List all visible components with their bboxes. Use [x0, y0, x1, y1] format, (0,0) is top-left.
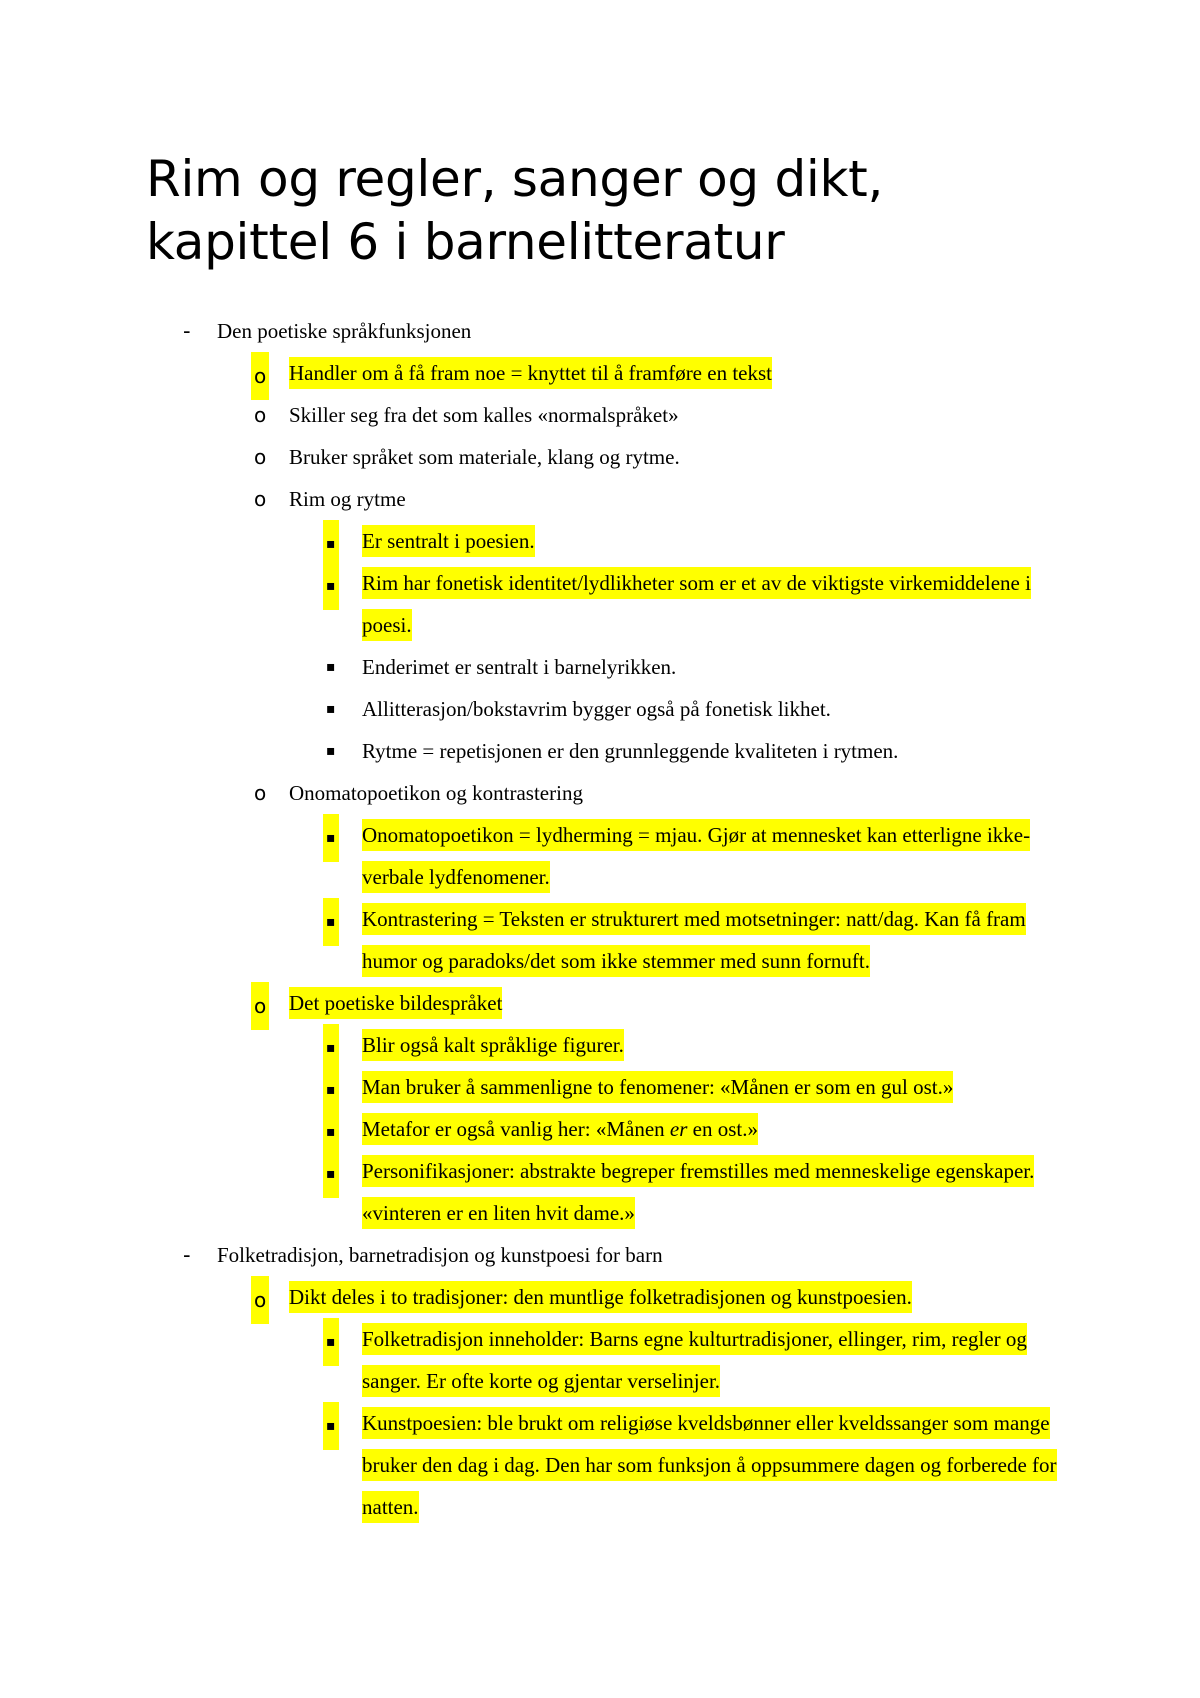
list-item-text: Er sentralt i poesien.	[362, 525, 535, 557]
list-item-text: Rim har fonetisk identitet/lydlikheter som er et av de viktigste virkemiddelene i poesi.	[362, 567, 1031, 641]
list-item-text	[362, 1113, 758, 1145]
list-item-text: Allitterasjon/bokstavrim bygger også på fonetisk likhet.	[362, 697, 831, 721]
list-item-level-3	[0, 562, 1072, 646]
circle-bullet-icon: o	[251, 352, 269, 400]
list-item-text: Dikt deles i to tradisjoner: den muntlige folketradisjonen og kunstpoesien.	[289, 1281, 912, 1313]
title-line-1: Rim og regler, sanger og dikt,	[146, 150, 884, 208]
page-title	[146, 148, 1106, 274]
list-item-text: Onomatopoetikon = lydherming = mjau. Gjør at mennesket kan etterligne ikke-verbale lydfenomener.	[362, 819, 1030, 893]
square-bullet-icon: ▪	[323, 520, 339, 568]
circle-bullet-icon: o	[254, 781, 267, 805]
list-item-text-part: en ost.»	[687, 1117, 758, 1141]
list-item-text-part: Metafor er også vanlig her: «Månen	[362, 1117, 670, 1141]
list-item-level-2	[0, 772, 1200, 814]
list-item-text: Kontrastering = Teksten er strukturert med motsetninger: natt/dag. Kan få fram humor og paradoks/det som ikke stemmer med sunn fornuft.	[362, 903, 1026, 977]
list-item-text: Rim og rytme	[289, 487, 406, 511]
dash-bullet-icon: -	[183, 1243, 191, 1267]
square-bullet-icon: ▪	[323, 1150, 339, 1198]
square-bullet-icon: ▪	[323, 898, 339, 946]
square-bullet-icon: ▪	[323, 1402, 339, 1450]
list-item-text: Onomatopoetikon og kontrastering	[289, 781, 583, 805]
title-line-2: kapittel 6 i barnelitteratur	[146, 213, 785, 271]
square-bullet-icon: ▪	[323, 1066, 339, 1114]
list-item-text: Folketradisjon inneholder: Barns egne kulturtradisjoner, ellinger, rim, regler og sanger. Er ofte korte og gjentar verselinjer.	[362, 1323, 1027, 1397]
circle-bullet-icon: o	[254, 403, 267, 427]
list-item-level-2	[0, 1276, 1200, 1318]
list-item-text: Enderimet er sentralt i barnelyrikken.	[362, 655, 677, 679]
dash-bullet-icon: -	[183, 319, 191, 343]
list-item-level-1	[0, 310, 1200, 352]
list-item-text: Rytme = repetisjonen er den grunnleggende kvaliteten i rytmen.	[362, 739, 899, 763]
list-item-level-3	[0, 1024, 1072, 1066]
square-bullet-icon: ▪	[323, 814, 339, 862]
circle-bullet-icon: o	[251, 982, 269, 1030]
list-item-level-2	[0, 394, 1200, 436]
outline-list	[0, 310, 1200, 1528]
circle-bullet-icon: o	[251, 1276, 269, 1324]
list-item-level-2	[0, 436, 1200, 478]
square-bullet-icon: ▪	[323, 1108, 339, 1156]
list-item-level-3	[0, 1402, 1072, 1528]
list-item-text: Kunstpoesien: ble brukt om religiøse kveldsbønner eller kveldssanger som mange bruker den dag i dag. Den har som funksjon å oppsummere dagen og forberede for natten.	[362, 1407, 1057, 1523]
list-item-level-3	[0, 1318, 1072, 1402]
list-item-text: Man bruker å sammenligne to fenomener: «Månen er som en gul ost.»	[362, 1071, 953, 1103]
list-item-text: Bruker språket som materiale, klang og rytme.	[289, 445, 680, 469]
list-item-level-1	[0, 1234, 1200, 1276]
square-bullet-icon: ▪	[326, 659, 336, 675]
circle-bullet-icon: o	[254, 487, 267, 511]
square-bullet-icon: ▪	[323, 1318, 339, 1366]
square-bullet-icon: ▪	[323, 562, 339, 610]
list-item-level-3	[0, 688, 1072, 730]
list-item-text-emphasis: er	[669, 1117, 688, 1141]
list-item-text: Folketradisjon, barnetradisjon og kunstpoesi for barn	[217, 1243, 663, 1267]
square-bullet-icon: ▪	[326, 701, 336, 717]
list-item-text: Det poetiske bildespråket	[289, 987, 502, 1019]
list-item-level-3	[0, 1066, 1072, 1108]
circle-bullet-icon: o	[254, 445, 267, 469]
list-item-text: Den poetiske språkfunksjonen	[217, 319, 472, 343]
list-item-level-3	[0, 898, 1072, 982]
list-item-level-3	[0, 646, 1072, 688]
square-bullet-icon: ▪	[323, 1024, 339, 1072]
list-item-level-2	[0, 982, 1200, 1024]
list-item-level-3	[0, 814, 1072, 898]
list-item-level-3	[0, 1108, 1072, 1150]
list-item-level-2	[0, 352, 1200, 394]
list-item-text: Personifikasjoner: abstrakte begreper fremstilles med menneskelige egenskaper. «vinteren er en liten hvit dame.»	[362, 1155, 1034, 1229]
list-item-level-3	[0, 520, 1072, 562]
list-item-text: Blir også kalt språklige figurer.	[362, 1029, 624, 1061]
list-item-level-2	[0, 478, 1200, 520]
list-item-text: Skiller seg fra det som kalles «normalspråket»	[289, 403, 679, 427]
list-item-level-3	[0, 1150, 1072, 1234]
list-item-text: Handler om å få fram noe = knyttet til å framføre en tekst	[289, 357, 772, 389]
list-item-level-3	[0, 730, 1072, 772]
square-bullet-icon: ▪	[326, 743, 336, 759]
